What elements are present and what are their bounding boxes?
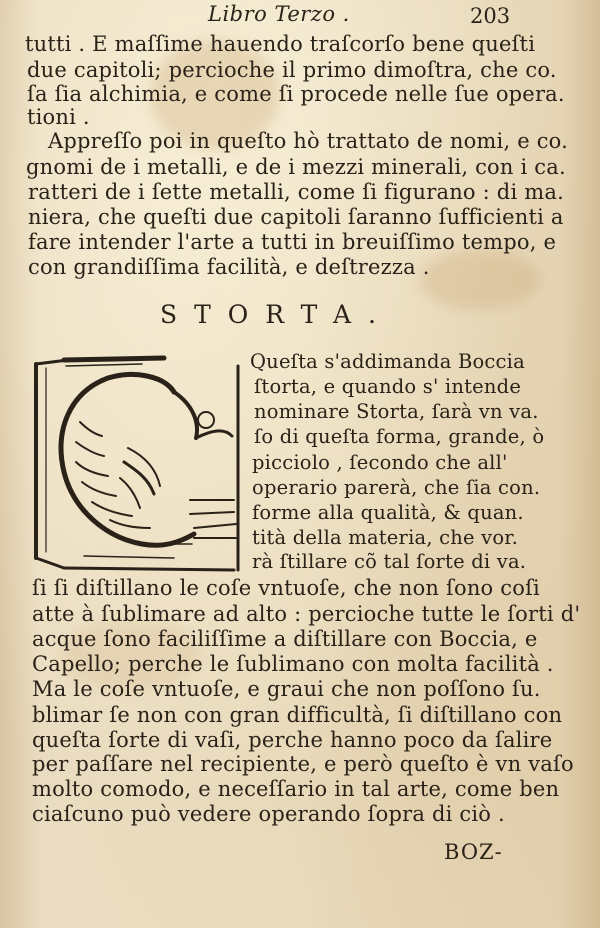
text-line: blimar ſe non con gran difficultà, ſi diſtillano con xyxy=(32,703,563,727)
text-line: fare intender l'arte a tutti in breuiſſimo tempo, e xyxy=(28,230,557,254)
side-text-line: rà ſtillare cõ tal ſorte di va. xyxy=(252,550,527,573)
text-line: atte à ſublimare ad alto : percioche tutte le ſorti d' xyxy=(32,602,581,626)
side-text-line: operario parerà, che ſia con. xyxy=(252,476,541,499)
side-text-line: nominare Storta, ſarà vn va. xyxy=(254,400,539,423)
side-text-line: picciolo , ſecondo che all' xyxy=(252,451,508,474)
text-line: ciaſcuno può vedere operando ſopra di ciò . xyxy=(32,802,505,826)
side-text-line: ſtorta, e quando s' intende xyxy=(254,375,522,398)
side-text-line: ſo di queſta forma, grande, ò xyxy=(254,425,545,448)
text-line: niera, che queſti due capitoli ſaranno ſufficienti a xyxy=(28,205,564,229)
section-heading: STORTA. xyxy=(160,300,393,329)
text-line: Capello; perche le ſublimano con molta facilità . xyxy=(32,652,554,676)
text-line: ratteri de i ſette metalli, come ſi figurano : di ma. xyxy=(28,180,564,204)
text-line: gnomi de i metalli, e de i mezzi minerali, con i ca. xyxy=(26,155,566,179)
text-line: Ma le coſe vntuoſe, e graui che non poſſono ſu. xyxy=(32,677,541,701)
side-text-line: tità della materia, che vor. xyxy=(252,526,519,549)
paper-stain xyxy=(420,250,540,310)
text-line: tutti . E maſſime hauendo traſcorſo bene queſti xyxy=(25,32,536,56)
retort-woodcut-illustration xyxy=(24,352,250,580)
text-line: Appreſſo poi in queſto hò trattato de nomi, e co. xyxy=(48,129,569,153)
side-text-line: forme alla qualità, & quan. xyxy=(252,501,524,524)
catchword: BOZ- xyxy=(444,840,503,864)
text-line: tioni . xyxy=(27,105,90,129)
page-number: 203 xyxy=(470,4,511,28)
running-head: Libro Terzo . xyxy=(208,2,350,26)
text-line: per paſſare nel recipiente, e però queſto è vn vaſo xyxy=(32,752,574,776)
side-text-line: Queſta s'addimanda Boccia xyxy=(250,350,525,373)
text-line: acque ſono faciliſſime a diſtillare con Boccia, e xyxy=(32,627,538,651)
text-line: molto comodo, e neceſſario in tal arte, come ben xyxy=(32,777,560,801)
text-line: due capitoli; percioche il primo dimoſtra, che co. xyxy=(27,58,557,82)
page-header xyxy=(0,2,600,30)
text-line: ſi ſi diſtillano le coſe vntuoſe, che non ſono coſi xyxy=(32,576,540,600)
text-line: con grandiſſima facilità, e deſtrezza . xyxy=(28,255,430,279)
text-line: queſta ſorte di vaſi, perche hanno poco da ſalire xyxy=(32,728,553,752)
text-line: ſa ſia alchimia, e come ſi procede nelle ſue opera. xyxy=(27,82,565,106)
